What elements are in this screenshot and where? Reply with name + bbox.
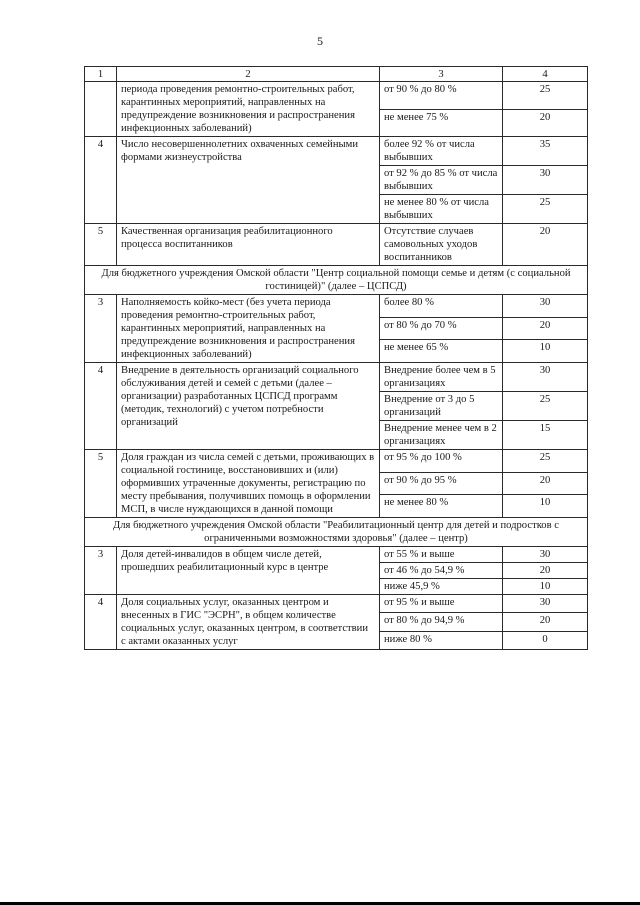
criterion-condition: от 90 % до 80 %: [380, 82, 503, 110]
criterion-number: 5: [85, 224, 117, 266]
criterion-number: 4: [85, 595, 117, 650]
criterion-score: 20: [503, 224, 588, 266]
criterion-description: Доля социальных услуг, оказанных центром и внесенных в ГИС "ЭСРН", в общем количестве социальных услуг, оказанных центром, в соответствии с актами оказанных услуг: [117, 595, 380, 650]
criterion-score: 10: [503, 579, 588, 595]
criterion-score: 25: [503, 450, 588, 473]
criterion-condition: не менее 80 % от числа выбывших: [380, 195, 503, 224]
criterion-condition: от 95 % и выше: [380, 595, 503, 613]
header-col-1: 1: [85, 67, 117, 82]
table-row: [85, 595, 588, 613]
criterion-condition: Внедрение от 3 до 5 организаций: [380, 392, 503, 421]
table-row: [85, 450, 588, 473]
criterion-condition: ниже 45,9 %: [380, 579, 503, 595]
criterion-condition: Внедрение менее чем в 2 организациях: [380, 421, 503, 450]
criterion-score: 20: [503, 563, 588, 579]
criterion-score: 30: [503, 295, 588, 318]
criterion-number: 5: [85, 450, 117, 518]
criterion-score: 20: [503, 613, 588, 631]
criterion-score: 0: [503, 631, 588, 649]
criterion-description: Качественная организация реабилитационного процесса воспитанников: [117, 224, 380, 266]
criterion-description: периода проведения ремонтно-строительных работ, карантинных мероприятий, направленных на предупреждение возникновения и распространения инфекционных заболеваний): [117, 82, 380, 137]
criterion-description: Доля детей-инвалидов в общем числе детей, прошедших реабилитационный курс в центре: [117, 547, 380, 595]
criterion-score: 25: [503, 392, 588, 421]
criterion-condition: не менее 80 %: [380, 495, 503, 518]
criterion-condition: Отсутствие случаев самовольных уходов воспитанников: [380, 224, 503, 266]
criterion-score: 30: [503, 363, 588, 392]
criterion-number: [85, 82, 117, 137]
table-row: [85, 295, 588, 318]
criterion-condition: не менее 65 %: [380, 340, 503, 363]
criterion-score: 30: [503, 595, 588, 613]
criterion-number: 3: [85, 547, 117, 595]
criterion-score: 35: [503, 137, 588, 166]
table-row: [85, 547, 588, 563]
criterion-score: 25: [503, 195, 588, 224]
criteria-table: [84, 66, 588, 650]
header-col-2: 2: [117, 67, 380, 82]
section-header-row: [85, 518, 588, 547]
header-col-4: 4: [503, 67, 588, 82]
criterion-number: 4: [85, 137, 117, 224]
criterion-condition: от 92 % до 85 % от числа выбывших: [380, 166, 503, 195]
criterion-score: 15: [503, 421, 588, 450]
table-header-row: [85, 67, 588, 82]
criterion-condition: от 55 % и выше: [380, 547, 503, 563]
table-row: [85, 224, 588, 266]
table-row: [85, 137, 588, 166]
criterion-score: 20: [503, 109, 588, 137]
criterion-condition: Внедрение более чем в 5 организациях: [380, 363, 503, 392]
criterion-score: 30: [503, 166, 588, 195]
criterion-condition: от 90 % до 95 %: [380, 472, 503, 495]
criterion-description: Внедрение в деятельность организаций социального обслуживания детей и семей с детьми (далее – организации) разработанных ЦСПСД программ (методик, технологий) с учетом потребности организаций: [117, 363, 380, 450]
criterion-condition: ниже 80 %: [380, 631, 503, 649]
criterion-score: 25: [503, 82, 588, 110]
section-title: Для бюджетного учреждения Омской области "Центр социальной помощи семье и детям (с социальной гостиницей)" (далее – ЦСПСД): [85, 266, 588, 295]
criterion-score: 30: [503, 547, 588, 563]
section-header-row: [85, 266, 588, 295]
table-row: [85, 363, 588, 392]
criterion-number: 3: [85, 295, 117, 363]
criterion-description: Доля граждан из числа семей с детьми, проживающих в социальной гостинице, восстановивших и (или) оформивших утраченные документы, регистрацию по месту пребывания, получивших помощь в оформлении МСП, в числе нуждающихся в данной помощи: [117, 450, 380, 518]
criterion-condition: от 80 % до 94,9 %: [380, 613, 503, 631]
criterion-condition: более 92 % от числа выбывших: [380, 137, 503, 166]
criterion-condition: более 80 %: [380, 295, 503, 318]
criterion-score: 20: [503, 472, 588, 495]
criterion-condition: от 80 % до 70 %: [380, 317, 503, 340]
criterion-score: 10: [503, 340, 588, 363]
criterion-description: Наполняемость койко-мест (без учета периода проведения ремонтно-строительных работ, карантинных мероприятий, направленных на предупреждение возникновения и распространения инфекционных заболеваний): [117, 295, 380, 363]
criterion-condition: от 95 % до 100 %: [380, 450, 503, 473]
criterion-condition: от 46 % до 54,9 %: [380, 563, 503, 579]
criterion-condition: не менее 75 %: [380, 109, 503, 137]
criterion-description: Число несовершеннолетних охваченных семейными формами жизнеустройства: [117, 137, 380, 224]
criterion-score: 10: [503, 495, 588, 518]
page-number: 5: [317, 34, 323, 48]
section-title: Для бюджетного учреждения Омской области "Реабилитационный центр для детей и подростков с ограниченными возможностями здоровья" (далее – центр): [85, 518, 588, 547]
criterion-number: 4: [85, 363, 117, 450]
header-col-3: 3: [380, 67, 503, 82]
criterion-score: 20: [503, 317, 588, 340]
table-row: [85, 82, 588, 110]
